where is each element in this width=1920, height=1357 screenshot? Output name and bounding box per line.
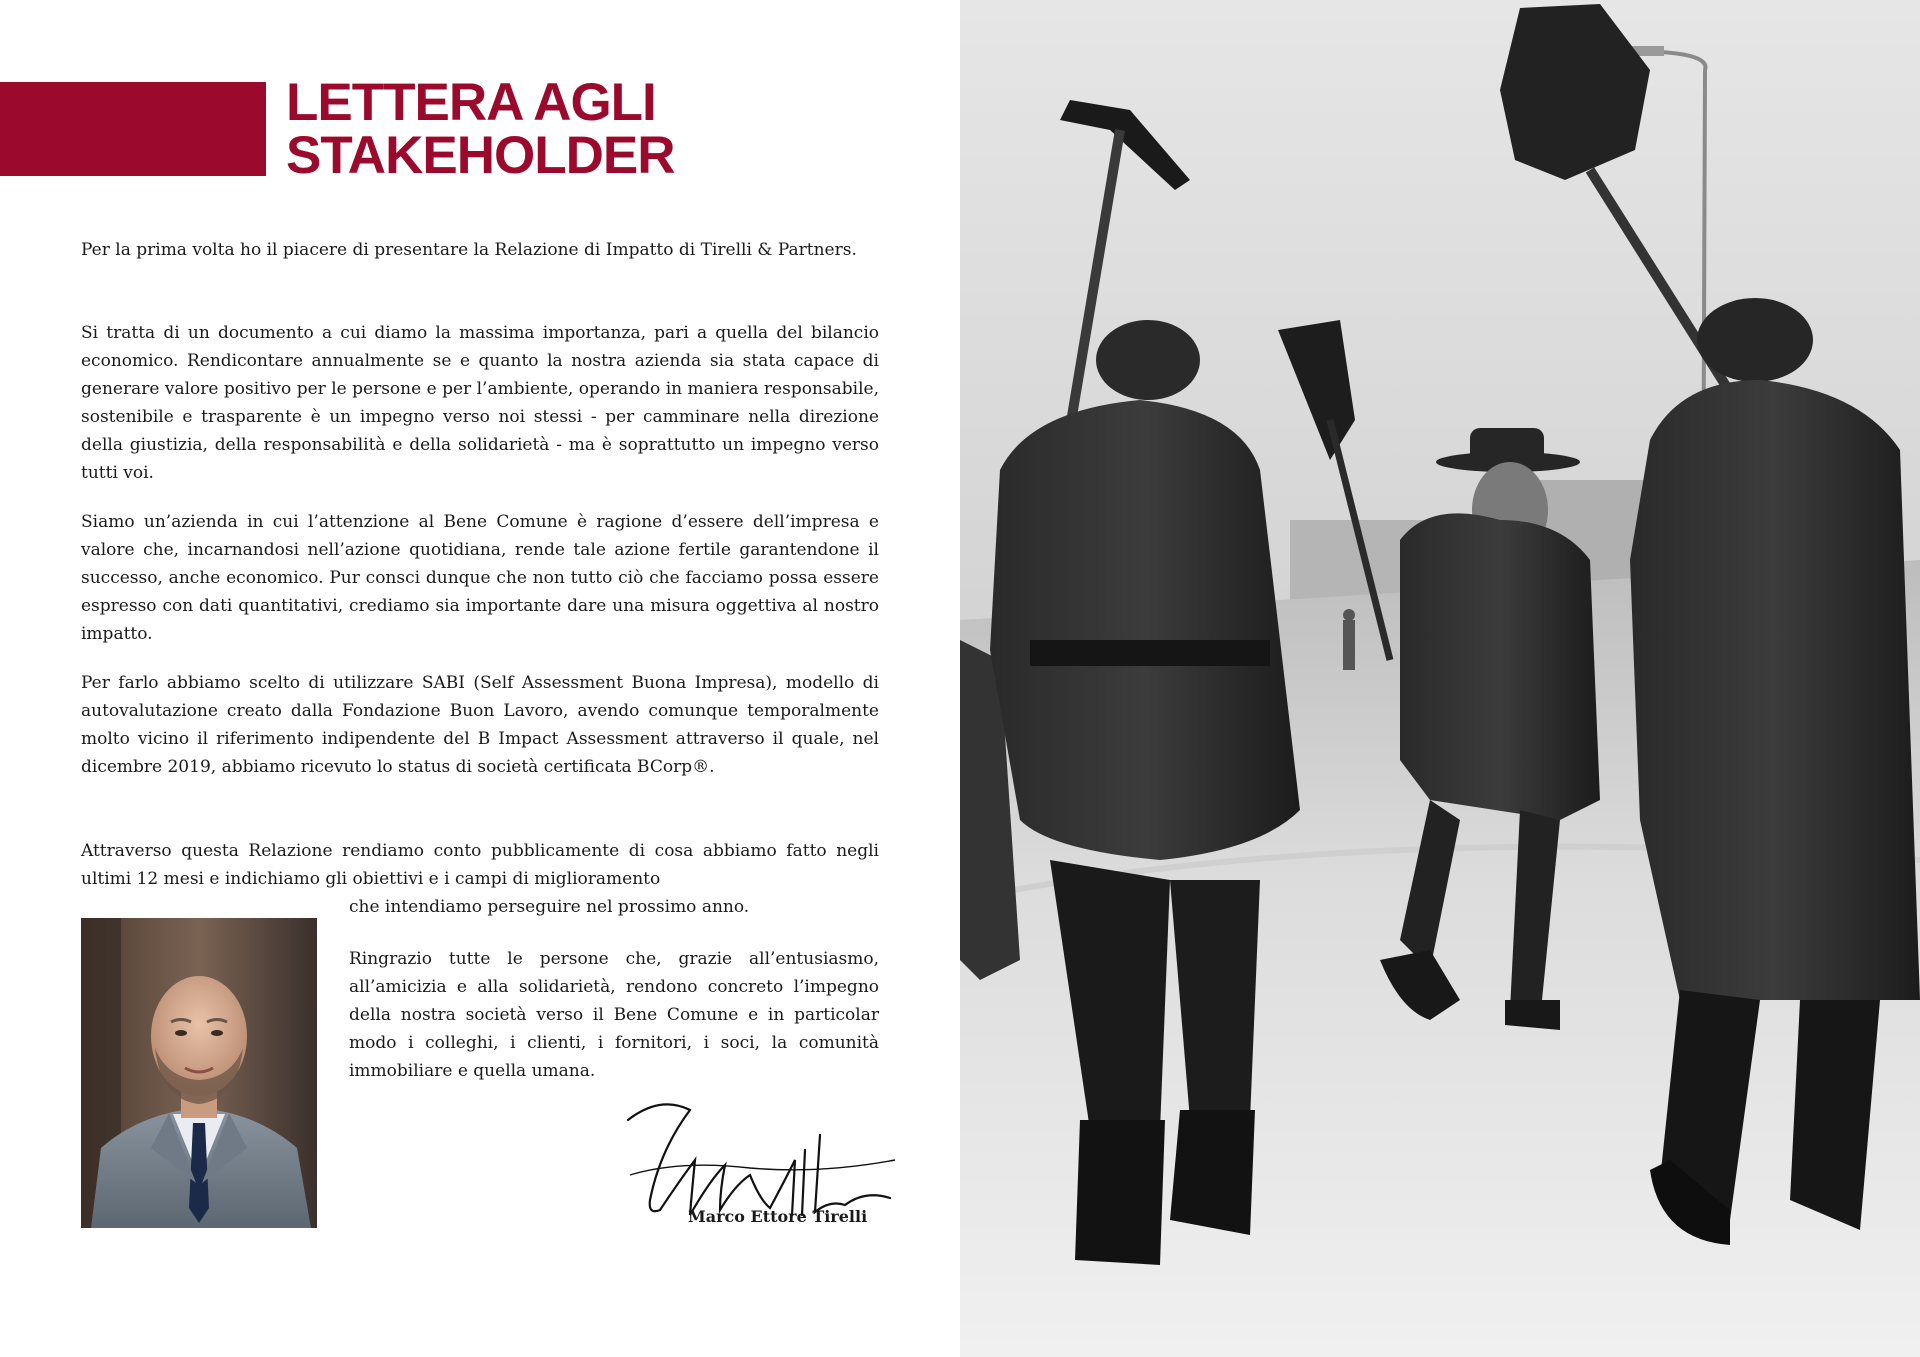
letter-paragraph-4: Per farlo abbiamo scelto di utilizzare SABI (Self Assessment Buona Impresa), modello di autovalutazione creato dalla Fondazione Buon Lavoro, avendo comunque temporalmente molto vicino il riferimento indipendente del B Impact Assessment attraverso il quale, nel dicembre 2019, abbiamo ricevuto lo status di società certificata BCorp®. <box>81 673 879 777</box>
letter-paragraph-5-end: che intendiamo perseguire nel prossimo anno. <box>349 897 750 917</box>
photo-illustration <box>960 0 1920 1357</box>
letter-paragraph-5: Attraverso questa Relazione rendiamo conto pubblicamente di cosa abbiamo fatto negli ultimi 12 mesi e indichiamo gli obiettivi e i campi di miglioramento <box>81 841 879 889</box>
letter-paragraph-2: Si tratta di un documento a cui diamo la massima importanza, pari a quella del bilancio economico. Rendicontare annualmente se e quanto la nostra azienda sia stata capace di generare valore positivo per le persone e per l’ambiente, operando in maniera responsabile, sostenibile e trasparente è un impegno verso noi stessi - per camminare nella direzione della giustizia, della responsabilità e della solidarietà - ma è soprattutto un impegno verso tutti voi. <box>81 323 879 483</box>
workers-photograph <box>960 0 1920 1357</box>
page-title-line2: STAKEHOLDER <box>286 126 675 185</box>
page-title <box>286 73 675 185</box>
author-portrait <box>81 918 317 1228</box>
page-title-line1: LETTERA AGLI <box>286 73 656 132</box>
signature-name: Marco Ettore Tirelli <box>688 1207 868 1226</box>
letter-paragraph-3: Siamo un’azienda in cui l’attenzione al Bene Comune è ragione d’essere dell’impresa e valore che, incarnandosi nell’azione quotidiana, rende tale azione fertile garantendone il successo, anche economico. Pur consci dunque che non tutto ciò che facciamo possa essere espresso con dati quantitativi, crediamo sia importante dare una misura oggettiva al nostro impatto. <box>81 512 879 644</box>
title-accent-bar <box>0 82 266 176</box>
portrait-illustration <box>81 918 317 1228</box>
letter-paragraph-1: Per la prima volta ho il piacere di presentare la Relazione di Impatto di Tirelli & Partners. <box>81 240 857 260</box>
letter-paragraph-6: Ringrazio tutte le persone che, grazie all’entusiasmo, all’amicizia e alla solidarietà, rendono concreto l’impegno della nostra società verso il Bene Comune e in particolar modo i colleghi, i clienti, i fornitori, i soci, la comunità immobiliare e quella umana. <box>349 949 879 1081</box>
